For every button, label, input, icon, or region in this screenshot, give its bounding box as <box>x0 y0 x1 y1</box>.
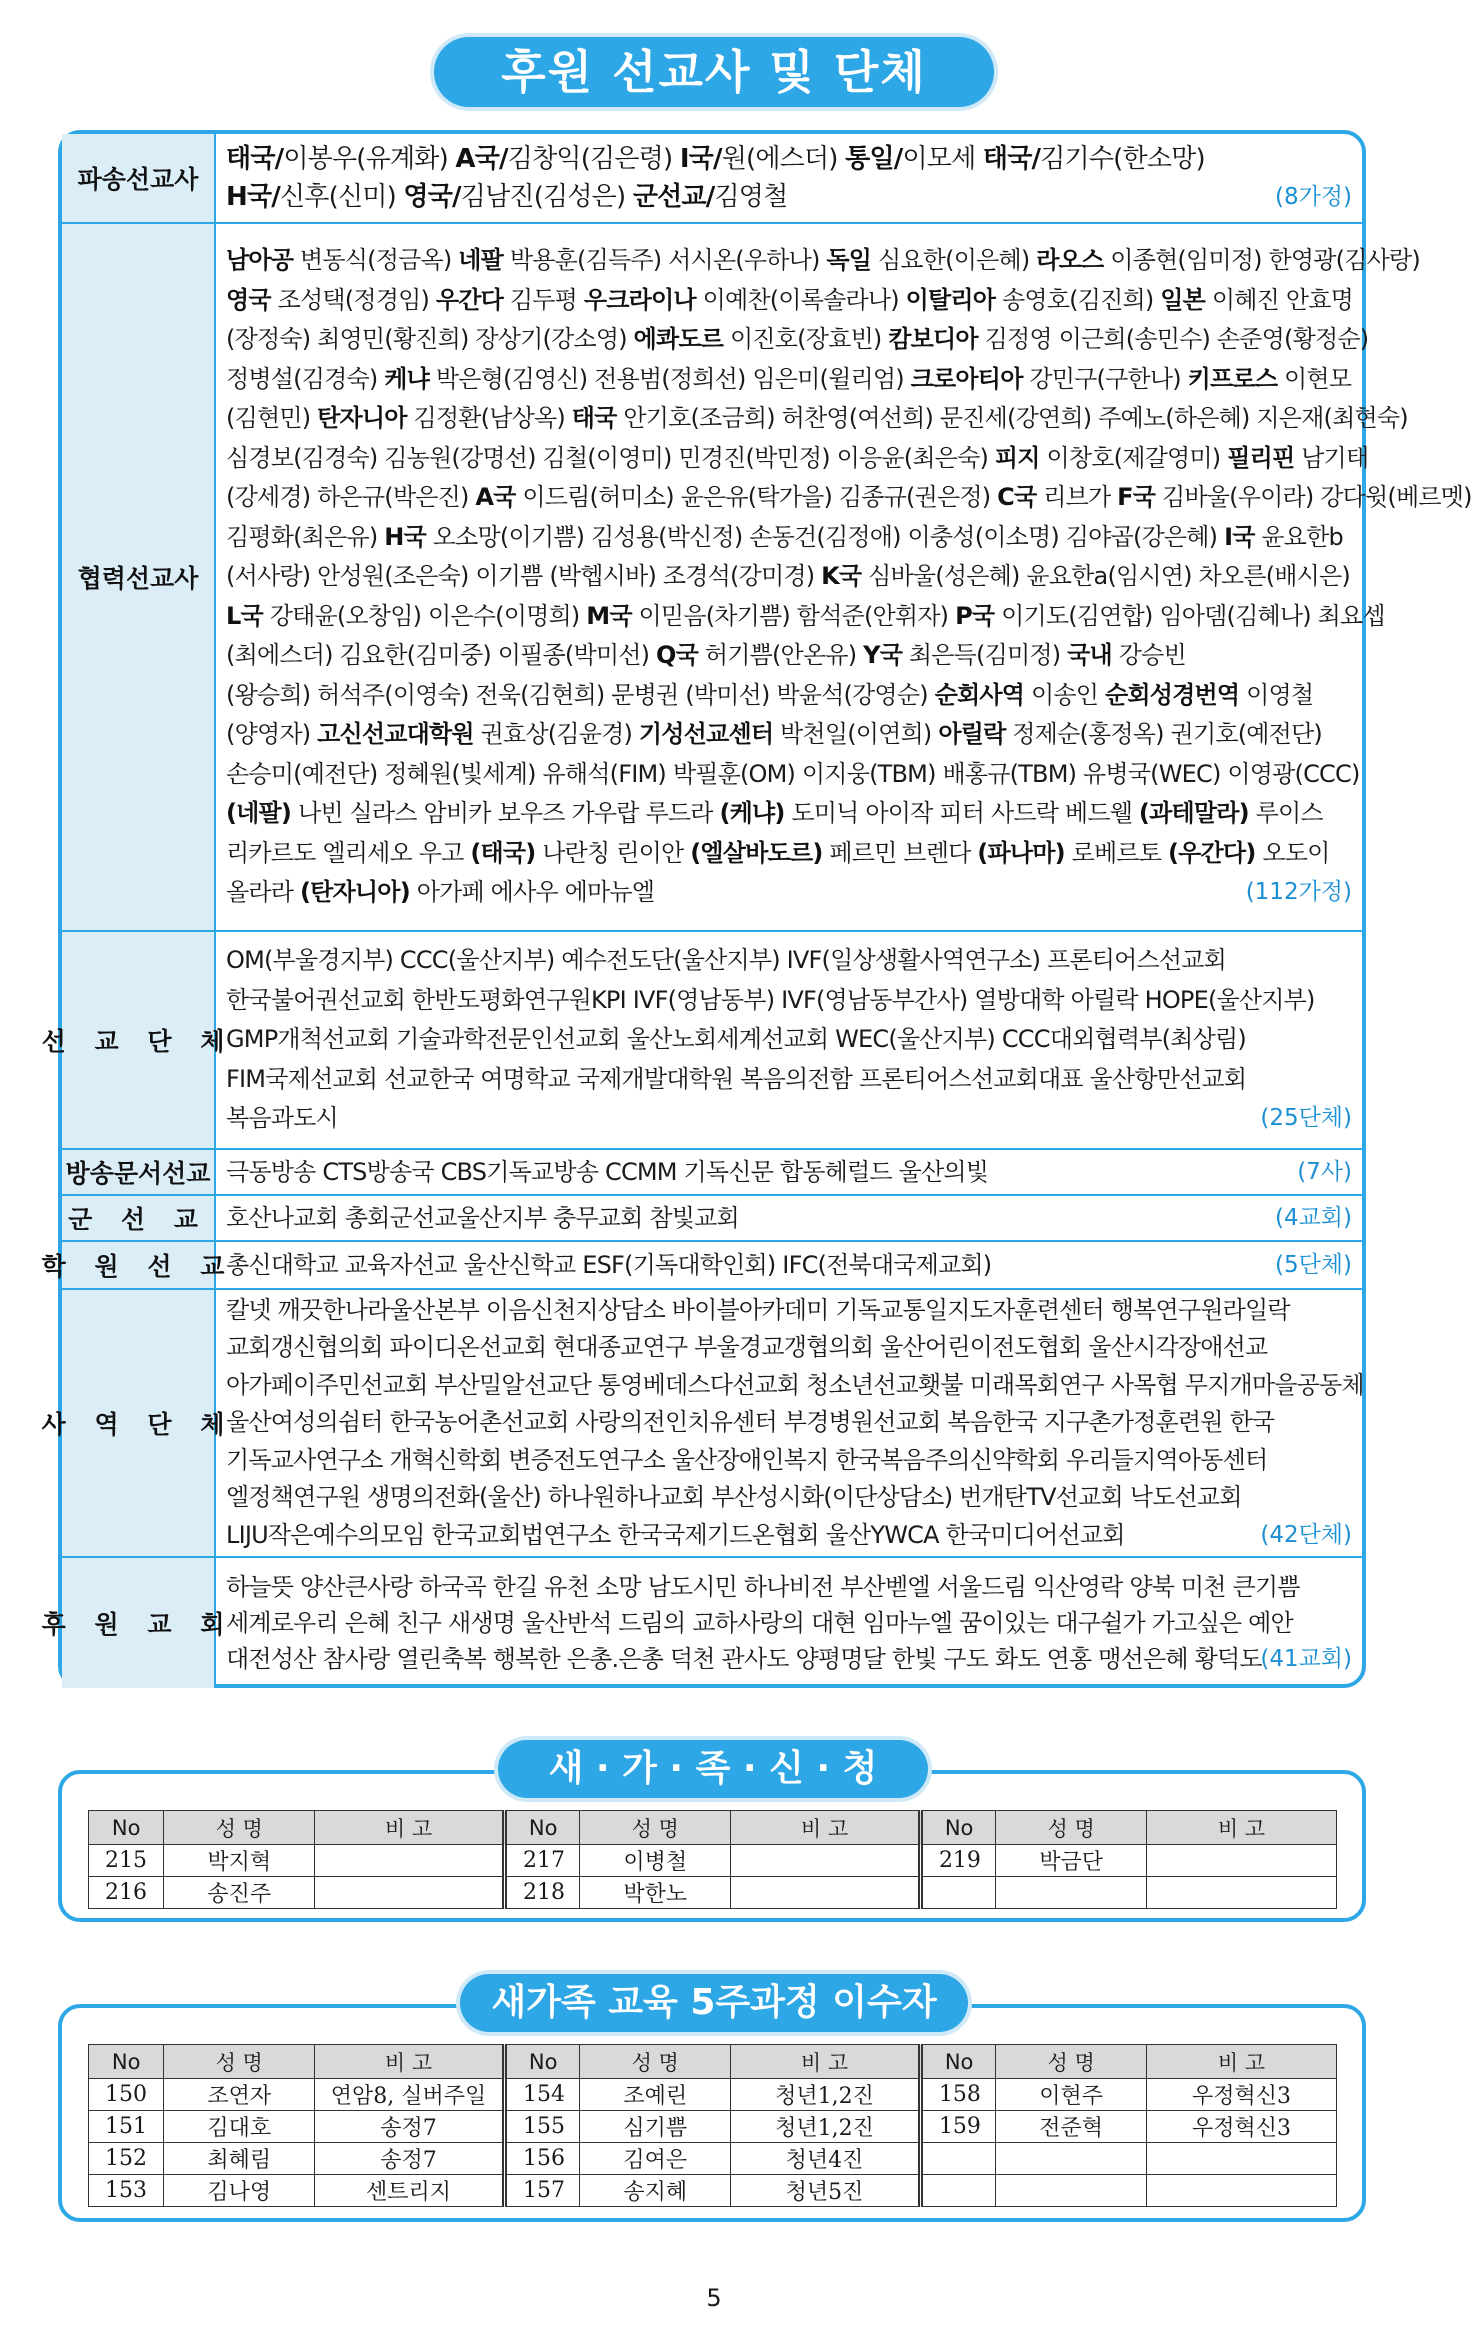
section-label: 학 원 선 교 <box>62 1242 216 1288</box>
entry-text: 이창호(제갈영미) <box>1039 443 1228 472</box>
section-dispatched-missionaries <box>62 134 1362 224</box>
entry-text: 김두평 <box>503 285 584 314</box>
cell-note <box>1147 2175 1337 2207</box>
region-label: P국 <box>955 601 995 630</box>
entry-text: 이종현(임미정) 한영광(김사랑) <box>1103 246 1420 275</box>
section-content <box>226 1558 1354 1688</box>
table-row <box>89 2143 1337 2175</box>
entry-text: 오소망(이기쁨) 김성용(박신정) 손동건(김정애) 이충성(이소명) 김야곱(강은혜) <box>425 522 1225 551</box>
region-label: 네팔 <box>458 246 504 275</box>
region-label: 고신선교대학원 <box>317 720 474 749</box>
text-line <box>226 399 1408 439</box>
entry-text: 변동식(정금옥) <box>293 246 459 275</box>
region-label: I국 <box>1224 522 1255 551</box>
cell-name: 박지혁 <box>164 1845 315 1877</box>
entry-text: 페르민 브렌다 <box>822 838 978 867</box>
section-label: 사 역 단 체 <box>62 1290 216 1556</box>
entry-text: 강승빈 <box>1111 641 1186 670</box>
entry-text: (서사랑) 안성원(조은숙) 이기쁨 (박헵시바) 조경석(강미경) <box>226 562 822 591</box>
text-line <box>226 981 1354 1021</box>
column-header-note: 비 고 <box>1147 1811 1337 1845</box>
region-label: (태국) <box>470 838 536 867</box>
cell-name: 김나영 <box>164 2175 315 2207</box>
entry-text: 김정환(남상옥) <box>406 404 572 433</box>
region-label: (과테말라) <box>1138 799 1249 828</box>
cell-no: 155 <box>504 2111 579 2143</box>
region-label: F국 <box>1117 483 1156 512</box>
text-line <box>226 636 1354 676</box>
region-label: 라오스 <box>1036 246 1104 275</box>
text-line <box>226 518 1354 558</box>
column-header-no: No <box>920 1811 995 1845</box>
entry-text: 김창익(김은령) <box>507 144 680 174</box>
region-label: L국 <box>226 601 263 630</box>
entry-text: 이드림(허미소) 윤은유(탁가을) 김종규(권은정) <box>515 483 998 512</box>
entry-text: 총신대학교 교육자선교 울산신학교 ESF(기독대학인회) IFC(전북대국제교회) <box>226 1251 992 1279</box>
region-label: 군선교/ <box>632 182 715 212</box>
text-line <box>226 1020 1354 1060</box>
entry-text: 박천일(이연희) <box>773 720 939 749</box>
entry-text: 루이스 <box>1248 799 1323 828</box>
region-label: 태국 <box>571 404 617 433</box>
cell-name: 박금단 <box>996 1845 1147 1877</box>
entry-text: 손승미(예전단) 정혜원(빛세계) 유해석(FIM) 박필훈(OM) 이지웅(TBM) 배홍규(TBM) 유병국(WEC) 이영광(CCC) <box>226 759 1360 788</box>
cell-no: 154 <box>504 2079 579 2111</box>
entry-text: 권효상(김윤경) <box>473 720 639 749</box>
count-badge: (5단체) <box>1274 1252 1352 1278</box>
entry-text: 대전성산 참사랑 열린축복 행복한 은총.은총 덕천 관사도 양평명달 한빛 구도 화도 연홍 맹선은혜 황덕도 <box>226 1645 1262 1673</box>
entry-text: 엘정책연구원 생명의전화(울산) 하나원하나교회 부산성시화(이단상담소) 번개탄TV선교회 낙도선교회 <box>226 1483 1242 1512</box>
region-label: (네팔) <box>226 799 292 828</box>
cell-note <box>1147 1877 1337 1909</box>
column-header-name: 성 명 <box>580 2045 731 2079</box>
text-line <box>226 360 1354 400</box>
text-line <box>226 1641 1354 1677</box>
text-line <box>226 1442 1354 1480</box>
cell-note <box>1147 2143 1337 2175</box>
section-partner-missionaries <box>62 224 1472 932</box>
entry-text: 아가페이주민선교회 부산밀알선교단 통영베데스다선교회 청소년선교횃불 미래목회연구 사목협 무지개마을공동체 <box>226 1370 1364 1399</box>
column-header-no: No <box>89 2045 164 2079</box>
section-label: 파송선교사 <box>62 134 216 222</box>
entry-text: 김정영 이근희(송민수) 손준영(황정순) <box>977 325 1369 354</box>
cell-name: 심기쁨 <box>580 2111 731 2143</box>
cell-note: 송정7 <box>315 2143 505 2175</box>
cell-name: 김여은 <box>580 2143 731 2175</box>
section-content <box>226 224 1472 930</box>
section-label: 군 선 교 <box>62 1196 216 1240</box>
column-header-no: No <box>89 1811 164 1845</box>
column-header-note: 비 고 <box>315 1811 505 1845</box>
cell-no: 216 <box>89 1877 164 1909</box>
cell-note <box>731 1845 921 1877</box>
entry-text: 안기호(조금희) 허찬영(여선희) 문진세(강연희) 주예노(하은혜) 지은재(최현숙) <box>616 404 1408 433</box>
cell-no: 219 <box>920 1845 995 1877</box>
count-badge: (4교회) <box>1274 1205 1352 1231</box>
text-line <box>226 1569 1354 1605</box>
text-line <box>226 281 1354 321</box>
region-label: A국/ <box>455 144 508 174</box>
entry-text: 이혜진 안효명 <box>1205 285 1354 314</box>
cell-no: 153 <box>89 2175 164 2207</box>
cell-name: 조예린 <box>580 2079 731 2111</box>
entry-text: 리카르도 엘리세오 우고 <box>226 838 471 867</box>
text-line <box>226 755 1360 795</box>
count-badge: (42단체) <box>1260 1521 1352 1548</box>
entry-text: LIJU작은예수의모임 한국교회법연구소 한국국제기드온협회 울산YWCA 한국미디어선교회 <box>226 1520 1125 1549</box>
region-label: C국 <box>997 483 1037 512</box>
region-label: 피지 <box>994 443 1040 472</box>
region-label: 국내 <box>1067 641 1112 670</box>
region-label: 순회사역 <box>934 680 1025 709</box>
section-label: 선 교 단 체 <box>62 932 216 1148</box>
cell-note: 우정혁신3 <box>1147 2111 1337 2143</box>
education-title: 새가족 교육 5주과정 이수자 <box>460 1974 968 2032</box>
section-label: 후 원 교 회 <box>62 1558 216 1688</box>
region-label: 캄보디아 <box>888 325 978 354</box>
entry-text: 복음과도시 <box>226 1104 338 1133</box>
column-header-note: 비 고 <box>731 1811 921 1845</box>
entry-text: 허기쁨(안온유) <box>698 641 864 670</box>
entry-text: 올라라 <box>226 878 300 907</box>
cell-name: 송진주 <box>164 1877 315 1909</box>
entry-text: (왕승희) 허석주(이영숙) 전욱(김현희) 문병권 (박미선) 박윤석(강영순) <box>226 680 935 709</box>
cell-name: 박한노 <box>580 1877 731 1909</box>
section-content <box>226 1150 1354 1194</box>
text-line <box>226 941 1354 981</box>
text-line <box>226 1367 1364 1405</box>
entry-text: 송영호(김진희) <box>995 285 1161 314</box>
entry-text: 강태윤(오창임) 이은수(이명희) <box>262 601 587 630</box>
entry-text: 최은득(김미정) <box>902 641 1068 670</box>
entry-text: (양영자) <box>226 720 318 749</box>
section-mission-organizations <box>41 932 1362 1150</box>
region-label: (탄자니아) <box>299 878 410 907</box>
entry-text: 하늘뜻 양산큰사랑 하국곡 한길 유천 소망 남도시민 하나비전 부산벧엘 서울드림 익산영락 양북 미천 큰기쁨 <box>226 1573 1300 1601</box>
cell-note: 우정혁신3 <box>1147 2079 1337 2111</box>
sponsor-table <box>41 130 1472 1688</box>
entry-text: 남기태 <box>1294 443 1369 472</box>
section-campus-mission <box>41 1242 1362 1290</box>
cell-name <box>996 2143 1147 2175</box>
entry-text: 기독교사연구소 개혁신학회 변증전도연구소 울산장애인복지 한국복음주의신약학회 우리들지역아동센터 <box>226 1445 1268 1474</box>
region-label: 영국/ <box>403 182 461 212</box>
column-header-name: 성 명 <box>164 2045 315 2079</box>
region-label: K국 <box>821 562 862 591</box>
entry-text: (최에스더) 김요한(김미중) 이필종(박미선) <box>226 641 657 670</box>
text-line <box>226 478 1472 518</box>
section-content <box>226 1196 1354 1240</box>
text-line <box>226 1196 1354 1240</box>
region-label: 기성선교센터 <box>638 720 774 749</box>
region-label: 태국/ <box>982 144 1041 174</box>
column-header-no: No <box>920 2045 995 2079</box>
region-label: 키프로스 <box>1187 364 1278 393</box>
column-header-no: No <box>504 1811 579 1845</box>
entry-text: 나란칭 린이안 <box>535 838 691 867</box>
text-line <box>226 1060 1354 1100</box>
entry-text: 나빈 실라스 암비카 보우즈 가우랍 루드라 <box>291 799 720 828</box>
text-line <box>226 834 1354 874</box>
region-label: H국 <box>384 522 426 551</box>
table-row <box>89 2111 1337 2143</box>
entry-text: 정병설(김경숙) <box>226 364 385 393</box>
section-military-mission <box>62 1196 1362 1242</box>
text-line <box>226 1479 1354 1517</box>
column-header-note: 비 고 <box>1147 2045 1337 2079</box>
entry-text: 이기도(김연합) 임아뎀(김혜나) 최요셉 <box>994 601 1385 630</box>
text-line <box>226 715 1354 755</box>
entry-text: 김남진(김성은) <box>460 182 633 212</box>
section-ministry-organizations <box>41 1290 1364 1558</box>
text-line <box>226 1404 1354 1442</box>
region-label: 일본 <box>1160 285 1206 314</box>
cell-note <box>1147 1845 1337 1877</box>
cell-name <box>996 1877 1147 1909</box>
section-content <box>226 1242 1354 1288</box>
column-header-no: No <box>504 2045 579 2079</box>
entry-text: 아가페 에사우 에마뉴엘 <box>409 878 655 907</box>
cell-no <box>920 2175 995 2207</box>
cell-no: 150 <box>89 2079 164 2111</box>
text-line <box>226 1099 1354 1139</box>
text-line <box>226 178 1354 216</box>
region-label: (우간다) <box>1168 838 1256 867</box>
page-number: 5 <box>706 2284 722 2312</box>
cell-note: 청년1,2진 <box>731 2111 921 2143</box>
region-label: Y국 <box>863 641 903 670</box>
cell-note <box>315 1845 505 1877</box>
column-header-note: 비 고 <box>731 2045 921 2079</box>
region-label: 통일/ <box>845 144 903 174</box>
region-label: A국 <box>475 483 516 512</box>
cell-no: 217 <box>504 1845 579 1877</box>
column-header-name: 성 명 <box>164 1811 315 1845</box>
region-label: 필리핀 <box>1227 443 1295 472</box>
section-label: 방송문서선교 <box>62 1150 216 1194</box>
text-line <box>226 873 1354 913</box>
entry-text: 칼넷 깨끗한나라울산본부 이음신천지상담소 바이블아카데미 기독교통일지도자훈련센터 행복연구원라일락 <box>226 1295 1290 1324</box>
new-family-table <box>88 1810 1337 1909</box>
section-content <box>226 1290 1364 1556</box>
region-label: H국/ <box>226 182 280 212</box>
entry-text: 이모세 <box>902 144 983 174</box>
entry-text: 심바울(성은혜) 윤요한a(임시연) 차오른(배시은) <box>861 562 1350 591</box>
region-label: 영국 <box>226 285 271 314</box>
column-header-note: 비 고 <box>315 2045 505 2079</box>
entry-text: 김기수(한소망) <box>1040 144 1205 174</box>
cell-name: 이현주 <box>996 2079 1147 2111</box>
cell-note: 센트리지 <box>315 2175 505 2207</box>
entry-text: 리브가 <box>1036 483 1118 512</box>
section-label: 협력선교사 <box>62 224 216 930</box>
entry-text: 김영철 <box>714 182 788 212</box>
region-label: M국 <box>586 601 632 630</box>
cell-name <box>996 2175 1147 2207</box>
new-family-title: 새 · 가 · 족 · 신 · 청 <box>498 1740 928 1798</box>
region-label: 남아공 <box>226 246 294 275</box>
text-line <box>226 439 1369 479</box>
text-line <box>226 140 1354 178</box>
text-line <box>226 241 1420 281</box>
entry-text: (강세경) 하은규(박은진) <box>226 483 476 512</box>
region-label: 에콰도르 <box>633 325 724 354</box>
region-label: 태국/ <box>226 144 284 174</box>
section-broadcast-mission <box>62 1150 1362 1196</box>
region-label: I국/ <box>679 144 722 174</box>
region-label: Q국 <box>656 641 699 670</box>
entry-text: 김바울(우이라) 강다윗(베르멧) <box>1155 483 1472 512</box>
cell-no: 215 <box>89 1845 164 1877</box>
cell-no: 152 <box>89 2143 164 2175</box>
entry-text: 이현모 <box>1277 364 1352 393</box>
cell-name: 전준혁 <box>996 2111 1147 2143</box>
table-row <box>89 1845 1337 1877</box>
text-line <box>226 1517 1354 1555</box>
entry-text: 심경보(김경숙) 김농원(강명선) 김철(이영미) 민경진(박민정) 이응윤(최은숙) <box>226 443 995 472</box>
education-table <box>88 2044 1337 2207</box>
cell-note: 청년5진 <box>731 2175 921 2207</box>
region-label: 이탈리아 <box>905 285 996 314</box>
region-label: (케냐) <box>719 799 785 828</box>
cell-name: 이병철 <box>580 1845 731 1877</box>
column-header-name: 성 명 <box>580 1811 731 1845</box>
region-label: 아릴락 <box>938 720 1006 749</box>
region-label: 우크라이나 <box>583 285 696 314</box>
cell-no <box>920 1877 995 1909</box>
entry-text: 윤요한b <box>1254 522 1343 551</box>
cell-no: 159 <box>920 2111 995 2143</box>
entry-text: 강민구(구한나) <box>1022 364 1188 393</box>
table-row <box>89 1877 1337 1909</box>
entry-text: 박용훈(김득주) 서시온(우하나) <box>503 246 827 275</box>
entry-text: 오도이 <box>1255 838 1330 867</box>
entry-text: 극동방송 CTS방송국 CBS기독교방송 CCMM 기독신문 합동헤럴드 울산의빛 <box>226 1158 989 1186</box>
entry-text: 이봉우(유계화) <box>283 144 456 174</box>
entry-text: OM(부울경지부) CCC(울산지부) 예수전도단(울산지부) IVF(일상생활사역연구소) 프론티어스선교회 <box>226 946 1227 975</box>
entry-text: 심요한(이은혜) <box>871 246 1037 275</box>
entry-text: 김평화(최은유) <box>226 522 385 551</box>
entry-text: 신후(신미) <box>279 182 404 212</box>
entry-text: 로베르토 <box>1064 838 1168 867</box>
entry-text: 조성택(정경임) <box>270 285 436 314</box>
count-badge: (7사) <box>1297 1159 1352 1185</box>
entry-text: 교회갱신협의회 파이디온선교회 현대종교연구 부울경교갱협의회 울산어린이전도협회 울산시각장애선교 <box>226 1333 1268 1362</box>
text-line <box>226 794 1354 834</box>
entry-text: 원(에스더) <box>721 144 846 174</box>
region-label: 탄자니아 <box>317 404 407 433</box>
entry-text: FIM국제선교회 선교한국 여명학교 국제개발대학원 복음의전함 프론티어스선교회대표 울산항만선교회 <box>226 1064 1247 1093</box>
region-label: 크로아티아 <box>910 364 1023 393</box>
count-badge: (8가정) <box>1274 184 1352 210</box>
text-line <box>226 557 1354 597</box>
cell-name: 최혜림 <box>164 2143 315 2175</box>
cell-no: 151 <box>89 2111 164 2143</box>
table-row <box>89 2175 1337 2207</box>
entry-text: 이예찬(이록솔라나) <box>695 285 906 314</box>
entry-text: 세계로우리 은혜 친구 새생명 울산반석 드림의 교하사랑의 대현 임마누엘 꿈이있는 대구쉴가 가고싶은 예안 <box>226 1609 1293 1637</box>
cell-name: 김대호 <box>164 2111 315 2143</box>
cell-note: 송정7 <box>315 2111 505 2143</box>
text-line <box>226 1150 1354 1194</box>
entry-text: (김현민) <box>226 404 318 433</box>
text-line <box>226 597 1385 637</box>
page-title: 후원 선교사 및 단체 <box>434 37 994 107</box>
entry-text: (장정숙) 최영민(황진희) 장상기(강소영) <box>226 325 634 354</box>
cell-name: 조연자 <box>164 2079 315 2111</box>
region-label: 순회성경번역 <box>1104 680 1240 709</box>
column-header-name: 성 명 <box>996 1811 1147 1845</box>
table-row <box>89 2079 1337 2111</box>
entry-text: 이믿음(차기쁨) 함석준(안휘자) <box>631 601 956 630</box>
text-line <box>226 1243 1354 1287</box>
cell-no: 218 <box>504 1877 579 1909</box>
region-label: (파나마) <box>977 838 1065 867</box>
cell-no: 156 <box>504 2143 579 2175</box>
text-line <box>226 1605 1354 1641</box>
text-line <box>226 1329 1354 1367</box>
count-badge: (41교회) <box>1260 1646 1352 1672</box>
entry-text: 이송인 <box>1024 680 1105 709</box>
entry-text: 박은형(김영신) 전용범(정희선) 임은미(윌리엄) <box>429 364 911 393</box>
region-label: 독일 <box>826 246 872 275</box>
cell-no: 158 <box>920 2079 995 2111</box>
section-content <box>226 932 1354 1148</box>
cell-note: 연암8, 실버주일 <box>315 2079 505 2111</box>
entry-text: 울산여성의쉼터 한국농어촌선교회 사랑의전인치유센터 부경병원선교회 복음한국 지구촌가정훈련원 한국 <box>226 1408 1275 1437</box>
entry-text: 한국불어권선교회 한반도평화연구원KPI IVF(영남동부) IVF(영남동부간사) 열방대학 아릴락 HOPE(울산지부) <box>226 985 1315 1014</box>
count-badge: (25단체) <box>1260 1105 1352 1132</box>
region-label: 우간다 <box>435 285 504 314</box>
section-content <box>226 134 1354 222</box>
section-supporting-churches <box>41 1558 1362 1688</box>
count-badge: (112가정) <box>1245 879 1352 906</box>
entry-text: 이진호(장효빈) <box>723 325 889 354</box>
entry-text: 호산나교회 총회군선교울산지부 충무교회 참빛교회 <box>226 1204 739 1232</box>
region-label: 케냐 <box>384 364 430 393</box>
entry-text: GMP개척선교회 기술과학전문인선교회 울산노회세계선교회 WEC(울산지부) CCC대외협력부(최상림) <box>226 1025 1246 1054</box>
text-line <box>226 320 1369 360</box>
cell-note: 청년4진 <box>731 2143 921 2175</box>
cell-note <box>315 1877 505 1909</box>
cell-no: 157 <box>504 2175 579 2207</box>
column-header-name: 성 명 <box>996 2045 1147 2079</box>
entry-text: 이영철 <box>1239 680 1314 709</box>
cell-name: 송지혜 <box>580 2175 731 2207</box>
cell-note: 청년1,2진 <box>731 2079 921 2111</box>
text-line <box>226 676 1354 716</box>
text-line <box>226 1292 1354 1330</box>
region-label: (엘살바도르) <box>690 838 823 867</box>
cell-note <box>731 1877 921 1909</box>
entry-text: 정제순(홍정옥) 권기호(예전단) <box>1005 720 1322 749</box>
education-box <box>58 2004 1366 2222</box>
cell-no <box>920 2143 995 2175</box>
entry-text: 도미닉 아이작 피터 사드락 베드웰 <box>784 799 1139 828</box>
